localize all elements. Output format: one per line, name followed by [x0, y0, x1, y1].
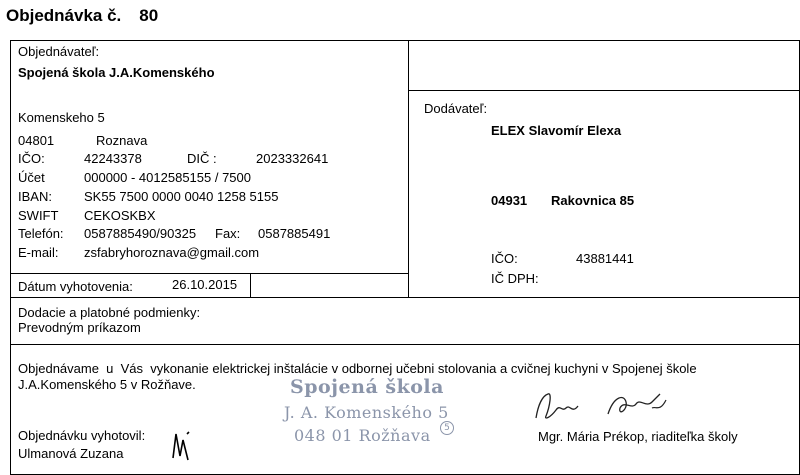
body-top-border	[10, 344, 800, 345]
supplier-ico-label: IČO:	[491, 251, 518, 266]
prepared-by-name: Ulmanová Zuzana	[18, 446, 124, 461]
buyer-iban: SK55 7500 0000 0040 1258 5155	[84, 189, 279, 204]
supplier-icdph-label: IČ DPH:	[491, 271, 539, 286]
buyer-label: Objednávateľ:	[18, 44, 100, 59]
buyer-name: Spojená škola J.A.Komenského	[18, 65, 215, 80]
stamp-line-2: J. A. Komenského 5	[284, 403, 449, 422]
order-text-line-2: J.A.Komenského 5 v Rožňave.	[18, 377, 196, 392]
signatory: Mgr. Mária Prékop, riaditeľka školy	[538, 429, 738, 444]
buyer-city: Roznava	[96, 133, 148, 148]
stamp-line-3: 048 01 Rožňava	[294, 426, 431, 445]
buyer-phone: 0587885490/90325	[84, 226, 197, 241]
delivery-top-border	[10, 297, 800, 298]
supplier-ico: 43881441	[576, 251, 634, 266]
order-text-line-1: Objednávame u Vás vykonanie elektrickej inštalácie v odbornej učebni stolovania a cvičnej kuchyni v Spojenej škole	[18, 361, 697, 376]
buyer-swift-label: SWIFT	[18, 208, 59, 223]
buyer-ico: 42243378	[84, 151, 142, 166]
buyer-account-label: Účet	[18, 170, 45, 185]
prepared-by-signature	[168, 428, 194, 464]
buyer-email: zsfabryhoroznava@gmail.com	[84, 245, 260, 260]
buyer-fax: 0587885491	[258, 226, 331, 241]
director-signature	[528, 388, 698, 428]
buyer-dic-label: DIČ :	[187, 151, 217, 166]
buyer-swift: CEKOSKBX	[84, 208, 156, 223]
buyer-phone-label: Telefón:	[18, 226, 64, 241]
issue-date-label: Dátum vyhotovenia:	[18, 279, 133, 294]
delivery-label: Dodacie a platobné podmienky:	[18, 305, 201, 320]
supplier-label: Dodávateľ:	[424, 101, 488, 116]
buyer-street: Komenskeho 5	[18, 110, 105, 125]
stamp-number: 5	[440, 421, 454, 435]
delivery-value: Prevodným príkazom	[18, 320, 141, 335]
buyer-supplier-divider	[408, 40, 409, 297]
order-title-label: Objednávka č.	[6, 6, 122, 25]
order-title	[6, 6, 158, 26]
buyer-zip: 04801	[18, 133, 55, 148]
stamp-line-1: Spojená škola	[290, 376, 444, 398]
buyer-iban-label: IBAN:	[18, 189, 52, 204]
buyer-email-label: E-mail:	[18, 245, 59, 260]
issue-date: 26.10.2015	[172, 277, 238, 292]
supplier-address: Rakovnica 85	[551, 193, 635, 208]
buyer-account: 000000 - 4012585155 / 7500	[84, 170, 251, 185]
issue-date-top-border	[10, 273, 408, 274]
prepared-by-label: Objednávku vyhotovil:	[18, 428, 146, 443]
date-box-divider	[250, 273, 251, 297]
supplier-name: ELEX Slavomír Elexa	[491, 123, 622, 138]
buyer-ico-label: IČO:	[18, 151, 45, 166]
buyer-fax-label: Fax:	[215, 226, 241, 241]
order-number: 80	[139, 6, 159, 25]
supplier-zip: 04931	[491, 193, 528, 208]
supplier-top-border	[408, 90, 800, 91]
buyer-dic: 2023332641	[256, 151, 329, 166]
